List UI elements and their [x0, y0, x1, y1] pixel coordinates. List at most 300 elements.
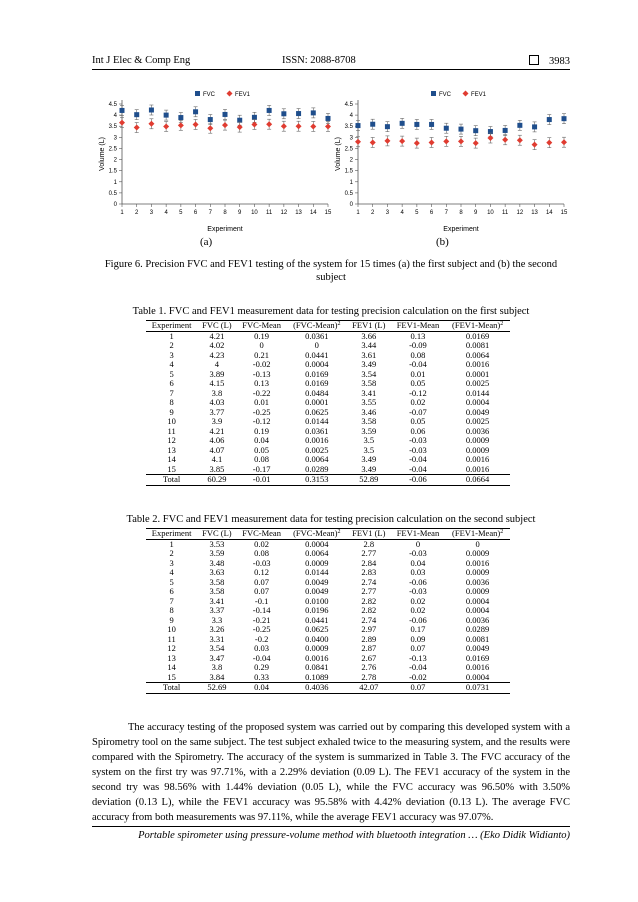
table-cell: 8 [169, 605, 174, 615]
table-cell: 0.03 [254, 643, 270, 653]
table-cell: 0.0036 [465, 614, 490, 625]
x-tick-label: 10 [251, 210, 258, 216]
table-cell: 0.0169 [305, 368, 329, 379]
chart-b [328, 86, 568, 236]
x-tick-label: 3 [385, 210, 390, 216]
table-cell: 0 [259, 340, 264, 350]
legend-label: FEV1 [471, 92, 487, 98]
y-tick-label: 0.5 [344, 190, 353, 197]
data-point-fvc [532, 124, 537, 129]
y-tick-label: 3.5 [344, 124, 353, 131]
data-point-fvc [459, 127, 464, 132]
table-cell: 0.0016 [305, 652, 329, 663]
table-cell: -0.14 [252, 605, 271, 615]
data-point-fvc [356, 123, 361, 128]
table-row [146, 654, 510, 664]
subfigure-label-a: (a) [200, 236, 213, 248]
column-header: (FEV1-Mean)$^2$ [445, 529, 510, 540]
table-row [146, 436, 510, 446]
table-cell: 0.0441 [305, 349, 329, 360]
data-point-fev1 [296, 123, 302, 129]
table-row [146, 446, 510, 456]
table-row [146, 635, 510, 645]
table-cell: 7 [169, 595, 174, 606]
legend-marker [431, 91, 436, 96]
table-cell: 0.0441 [305, 614, 329, 625]
data-point-fvc [296, 111, 301, 116]
table-cell: 0.0009 [465, 567, 490, 577]
data-point-fvc [385, 124, 390, 129]
x-tick-label: 4 [400, 210, 404, 216]
table-cell: 0.0009 [465, 444, 490, 455]
y-tick-label: 2 [349, 157, 353, 164]
table-cell: 14 [167, 454, 176, 464]
table-cell: 15 [167, 463, 176, 474]
table-cell: -0.21 [252, 614, 271, 625]
table-cell: 3.49 [361, 463, 377, 474]
table-cell: Total [146, 475, 197, 486]
table-cell: 0.0169 [465, 330, 490, 341]
table-cell: 3.41 [361, 387, 377, 398]
table-cell: 3.66 [361, 330, 377, 341]
page-number-group [529, 55, 570, 67]
table-cell: -0.25 [252, 624, 271, 634]
data-point-fvc [517, 123, 522, 128]
x-tick-label: 6 [193, 210, 198, 216]
table-cell: 0.0169 [305, 378, 329, 388]
column-header: (FVC-Mean)$^2$ [287, 321, 347, 332]
table-cell: 0.0016 [465, 454, 490, 464]
table-cell: 0.05 [410, 416, 426, 426]
y-tick-label: 0 [113, 202, 117, 208]
table-cell: 3.54 [361, 368, 377, 379]
x-tick-label: 12 [280, 210, 288, 216]
table-cell: -0.06 [409, 614, 427, 625]
journal-name: Int J Elec & Comp Eng [92, 55, 191, 66]
data-point-fev1 [266, 121, 272, 127]
table-cell: 0.0064 [305, 548, 329, 558]
table-cell: 2.67 [361, 652, 377, 663]
x-axis-label: Experiment [443, 226, 479, 233]
x-tick-label: 15 [560, 210, 568, 216]
legend-label: FEV1 [235, 92, 251, 98]
table-cell: 3.54 [209, 643, 225, 653]
table-cell: 3.58 [361, 378, 377, 388]
table-cell: 2.8 [363, 538, 375, 549]
x-tick-label: 10 [487, 210, 494, 216]
table-cell: 3.84 [209, 671, 225, 682]
table-cell: 0.21 [254, 349, 270, 360]
table-cell: 2.89 [361, 633, 377, 644]
legend-marker [195, 91, 200, 96]
legend-label: FVC [203, 92, 215, 98]
table-cell: 0.0064 [465, 349, 490, 360]
table-cell: -0.03 [409, 586, 427, 596]
table-cell: 0.0625 [305, 406, 329, 417]
x-tick-label: 1 [120, 210, 124, 216]
table-cell: 5 [169, 576, 174, 587]
table-cell: 4.21 [209, 330, 225, 341]
table-cell: 0.07 [254, 586, 270, 596]
table-cell: 2.83 [361, 567, 377, 577]
x-tick-label: 8 [223, 210, 227, 216]
table-cell: 2.82 [361, 605, 377, 615]
column-header: Experiment [146, 321, 197, 332]
table-cell: 2 [169, 340, 174, 350]
column-header: FVC (L) [197, 321, 236, 332]
table-cell: 15 [167, 671, 176, 682]
data-point-fvc [281, 111, 286, 116]
table-cell: 3 [169, 557, 174, 568]
table-row [146, 417, 510, 427]
table-cell: 0.0009 [465, 548, 490, 558]
table-cell: 0.07 [391, 683, 446, 694]
table-row [146, 559, 510, 569]
table-cell: 3.47 [209, 652, 225, 663]
table-cell: 3.55 [361, 397, 377, 407]
y-tick-label: 2.5 [108, 146, 117, 153]
table-cell: 8 [169, 397, 174, 407]
table-cell: 0.07 [254, 576, 270, 587]
table-cell: 0.0009 [465, 435, 490, 445]
running-footer: Portable spirometer using pressure-volume method with bluetooth integration … (Eko Didik Widianto) [92, 826, 570, 841]
table-cell: 3.63 [209, 567, 225, 577]
data-point-fvc [503, 128, 508, 133]
table-cell: 0.0001 [465, 368, 490, 379]
data-point-fev1 [487, 135, 493, 141]
table-cell: 14 [167, 662, 176, 672]
x-tick-label: 7 [208, 210, 212, 216]
table-cell: 12 [167, 435, 176, 445]
x-tick-label: 2 [371, 210, 375, 216]
table-cell: 52.89 [347, 475, 391, 486]
table-cell: 3.58 [209, 576, 225, 587]
table-row [146, 455, 510, 465]
table-cell: -0.04 [409, 454, 427, 464]
table-cell: 0.0625 [305, 624, 329, 634]
y-tick-label: 3.5 [108, 124, 117, 131]
data-point-fev1 [207, 125, 213, 131]
data-point-fev1 [370, 139, 376, 145]
table-cell: 0.04 [410, 557, 426, 568]
table-cell: 0.0025 [465, 416, 490, 426]
column-header: FEV1 (L) [347, 321, 391, 332]
table-cell: 11 [167, 633, 176, 644]
data-point-fvc [444, 126, 449, 131]
chart-b-svg [328, 86, 568, 236]
table-cell: 3.5 [363, 435, 375, 445]
table-cell: -0.2 [254, 633, 269, 644]
y-tick-label: 4.5 [344, 102, 353, 108]
table-cell: 0.08 [254, 548, 270, 558]
table-cell: 3.37 [209, 605, 225, 615]
table-cell: -0.03 [409, 444, 427, 455]
table-cell: 0.0004 [305, 359, 329, 369]
table-row [146, 351, 510, 361]
table-row [146, 587, 510, 597]
data-point-fvc [134, 112, 139, 117]
data-point-fvc [429, 122, 434, 127]
table-cell: 0.17 [410, 624, 426, 634]
table-row [146, 379, 510, 389]
table-cell: 0.0016 [465, 557, 490, 568]
y-tick-label: 1.5 [108, 168, 117, 175]
table-cell: 3.44 [361, 340, 377, 350]
table-cell: 0.08 [254, 454, 270, 464]
issn: ISSN: 2088-8708 [282, 55, 356, 66]
table-cell: 3.89 [209, 368, 225, 379]
table-cell: 9 [169, 614, 174, 625]
table-cell: 10 [167, 416, 176, 426]
table-cell: -0.12 [409, 387, 427, 398]
table-cell: 0.0144 [465, 387, 490, 398]
table-row [146, 370, 510, 380]
data-point-fev1 [222, 122, 228, 128]
table-cell: 0.0144 [305, 567, 329, 577]
y-tick-label: 3 [349, 135, 353, 142]
table-cell: 0.0484 [305, 387, 329, 398]
table-cell: 3.85 [209, 463, 225, 474]
y-axis-label: Volume (L) [335, 137, 342, 171]
table-cell: -0.04 [409, 662, 427, 672]
table2 [146, 528, 510, 694]
table-cell: 0.0196 [305, 605, 329, 615]
table-row [146, 606, 510, 616]
table-cell: -0.12 [252, 416, 271, 426]
x-tick-label: 11 [266, 210, 273, 216]
table-cell: 0.0016 [465, 463, 490, 474]
table-cell: 3.31 [209, 633, 225, 644]
data-point-fvc [178, 115, 183, 120]
data-point-fvc [562, 116, 567, 121]
table-row [146, 625, 510, 635]
table1-caption: Table 1. FVC and FEV1 measurement data for testing precision calculation on the first subject [132, 306, 530, 317]
table-cell: Total [146, 683, 197, 694]
table-cell: 4.1 [211, 454, 223, 464]
table-cell: 2.77 [361, 586, 377, 596]
y-tick-label: 3 [113, 135, 117, 142]
x-tick-label: 9 [474, 210, 478, 216]
table-cell: 0.02 [410, 397, 426, 407]
table-cell: 2.78 [361, 671, 377, 682]
table-cell: 0.0100 [305, 595, 329, 606]
data-point-fvc [473, 128, 478, 133]
table-cell: 13 [167, 652, 176, 663]
data-point-fev1 [355, 139, 361, 145]
table-cell: 0.01 [410, 368, 426, 379]
x-tick-label: 14 [309, 210, 317, 216]
table-cell: 0.19 [254, 330, 270, 341]
table-cell: 0.04 [237, 683, 287, 694]
table-cell: 3.61 [361, 349, 377, 360]
table-cell: 0.0025 [465, 378, 490, 388]
table-row [146, 616, 510, 626]
table-cell: 0.0361 [305, 425, 329, 436]
data-point-fvc [547, 117, 552, 122]
table-cell: 1 [169, 330, 174, 341]
data-point-fev1 [517, 137, 523, 143]
table-cell: 3.8 [211, 387, 223, 398]
table-cell: 0 [475, 538, 480, 549]
running-header [92, 55, 570, 70]
table-cell: 0.0361 [305, 330, 329, 341]
y-tick-label: 0 [349, 202, 353, 208]
table-row [146, 389, 510, 399]
table-cell: 4 [214, 359, 219, 369]
data-point-fev1 [281, 123, 287, 129]
table-cell: 0.19 [254, 425, 270, 436]
data-point-fvc [149, 108, 154, 113]
column-header: FVC-Mean [237, 321, 287, 332]
table-header-row [146, 321, 510, 332]
table-cell: 9 [169, 406, 174, 417]
table-cell: 60.29 [197, 475, 236, 486]
data-point-fev1 [237, 124, 243, 130]
table-row [146, 331, 510, 341]
table-cell: 0.0001 [305, 397, 329, 407]
data-point-fev1 [178, 122, 184, 128]
table-cell: -0.13 [252, 368, 271, 379]
legend-marker [227, 91, 233, 97]
table-cell: 4.23 [209, 349, 225, 360]
table-cell: 0.04 [254, 435, 270, 445]
x-tick-label: 2 [135, 210, 139, 216]
data-point-fev1 [310, 123, 316, 129]
table-cell: -0.02 [409, 671, 427, 682]
table-cell: -0.03 [252, 557, 271, 568]
table-cell: -0.04 [409, 463, 427, 474]
table-cell: 0.09 [410, 633, 426, 644]
table-cell: -0.07 [409, 406, 427, 417]
table-cell: -0.02 [252, 359, 271, 369]
column-header: FVC (L) [197, 529, 236, 540]
table-cell: 0.0009 [305, 643, 329, 653]
table-cell: 4.15 [209, 378, 225, 388]
data-point-fev1 [251, 121, 257, 127]
data-point-fev1 [384, 138, 390, 144]
legend-label: FVC [439, 92, 451, 98]
table-cell: 2.84 [361, 557, 377, 568]
table-cell: 0.02 [410, 605, 426, 615]
table-row [146, 360, 510, 370]
table-cell: 3.46 [361, 406, 377, 417]
table-cell: 2.74 [361, 614, 377, 625]
data-point-fev1 [473, 140, 479, 146]
data-point-fev1 [163, 123, 169, 129]
table-cell: 0.0004 [305, 538, 329, 549]
table1 [146, 320, 510, 486]
table-cell: 4.03 [209, 397, 225, 407]
table-cell: 3.49 [361, 454, 377, 464]
table-cell: 0.0036 [465, 576, 490, 587]
x-tick-label: 8 [459, 210, 463, 216]
x-tick-label: 5 [179, 210, 183, 216]
subfigure-label-b: (b) [436, 236, 449, 248]
table-cell: 7 [169, 387, 174, 398]
y-tick-label: 1 [349, 179, 353, 186]
table-row [146, 398, 510, 408]
data-point-fev1 [148, 121, 154, 127]
table-cell: 3.5 [363, 444, 375, 455]
table-cell: 3.77 [209, 406, 225, 417]
table-cell: 0.08 [410, 349, 426, 360]
table-cell: 0.29 [254, 662, 270, 672]
table-cell: -0.06 [409, 576, 427, 587]
table-cell: 3.53 [209, 538, 225, 549]
table-cell: 3.59 [361, 425, 377, 436]
table-cell: -0.09 [409, 340, 427, 350]
table-row [146, 663, 510, 673]
table-cell: 6 [169, 586, 174, 596]
y-tick-label: 2 [113, 157, 117, 164]
table2-caption: Table 2. FVC and FEV1 measurement data for testing precision calculation on the second subject [126, 514, 536, 525]
table-cell: -0.22 [252, 387, 271, 398]
table-cell: 0.0664 [445, 475, 510, 486]
x-axis-label: Experiment [207, 226, 243, 233]
data-point-fev1 [546, 140, 552, 146]
table-cell: 13 [167, 444, 176, 455]
data-point-fev1 [532, 142, 538, 148]
table-cell: 0.0036 [465, 425, 490, 436]
column-header: Experiment [146, 529, 197, 540]
data-point-fvc [164, 113, 169, 118]
chart-a-svg [92, 86, 332, 236]
table-cell: 52.69 [197, 683, 236, 694]
data-point-fev1 [429, 139, 435, 145]
x-tick-label: 3 [149, 210, 154, 216]
table-row [146, 549, 510, 559]
table-cell: 0.0064 [305, 454, 329, 464]
table-cell: 3 [169, 349, 174, 360]
table-cell: 5 [169, 368, 174, 379]
table-cell: 3.3 [211, 614, 223, 625]
data-point-fvc [193, 109, 198, 114]
table-cell: 0.33 [254, 671, 270, 682]
table-row [146, 644, 510, 654]
table-cell: 0.0004 [465, 671, 490, 682]
y-tick-label: 1.5 [344, 168, 353, 175]
table-cell: 3.59 [209, 548, 225, 558]
y-tick-label: 4 [349, 113, 353, 120]
table-total-row [146, 683, 510, 694]
table-cell: 2.77 [361, 548, 377, 558]
data-point-fev1 [443, 138, 449, 144]
table-cell: -0.25 [252, 406, 271, 417]
table-cell: 0.0016 [465, 359, 490, 369]
y-tick-label: 4.5 [108, 102, 117, 108]
table-cell: 0.0049 [305, 586, 329, 596]
data-point-fvc [120, 108, 125, 113]
y-tick-label: 0.5 [108, 190, 117, 197]
table-cell: 0.0049 [465, 406, 490, 417]
table-row [146, 539, 510, 549]
table-cell: 0.1089 [305, 671, 329, 682]
x-tick-label: 1 [356, 210, 360, 216]
x-tick-label: 7 [444, 210, 448, 216]
x-tick-label: 4 [164, 210, 168, 216]
table-cell: -0.1 [254, 595, 269, 606]
y-axis-label: Volume (L) [99, 137, 106, 171]
data-point-fvc [252, 115, 257, 120]
table-cell: -0.03 [409, 548, 427, 558]
table-cell: 0.0016 [465, 662, 490, 672]
table-cell: 2 [169, 548, 174, 558]
body-paragraph: The accuracy testing of the proposed system was carried out by comparing this developed system with a Spirometry tool on the same subject. The test subject exhaled twice to the measuring system, and the results were compared with the Spirometry. The accuracy of the system is summarized in Table 3. The FVC accuracy of the system on the first try was 97.71%, with a 2.29% deviation (0.09 L). The FEV1 accuracy of the system in the second try was 98.56% with 1.44% deviation (0.05 L), while the FVC accuracy was 96.50% with 3.50% deviation (0.13 L), while the FEV1 accuracy was 95.58% with 4.42% deviation (0.13 L). The average FVC accuracy from both measurements was 97.11%, while the average FEV1 accuracy was 97.07%. [92, 722, 570, 823]
table-cell: 0.13 [254, 378, 270, 388]
legend-marker [463, 91, 469, 97]
table-cell: 2.97 [361, 624, 377, 634]
table-cell: 4.07 [209, 444, 225, 455]
